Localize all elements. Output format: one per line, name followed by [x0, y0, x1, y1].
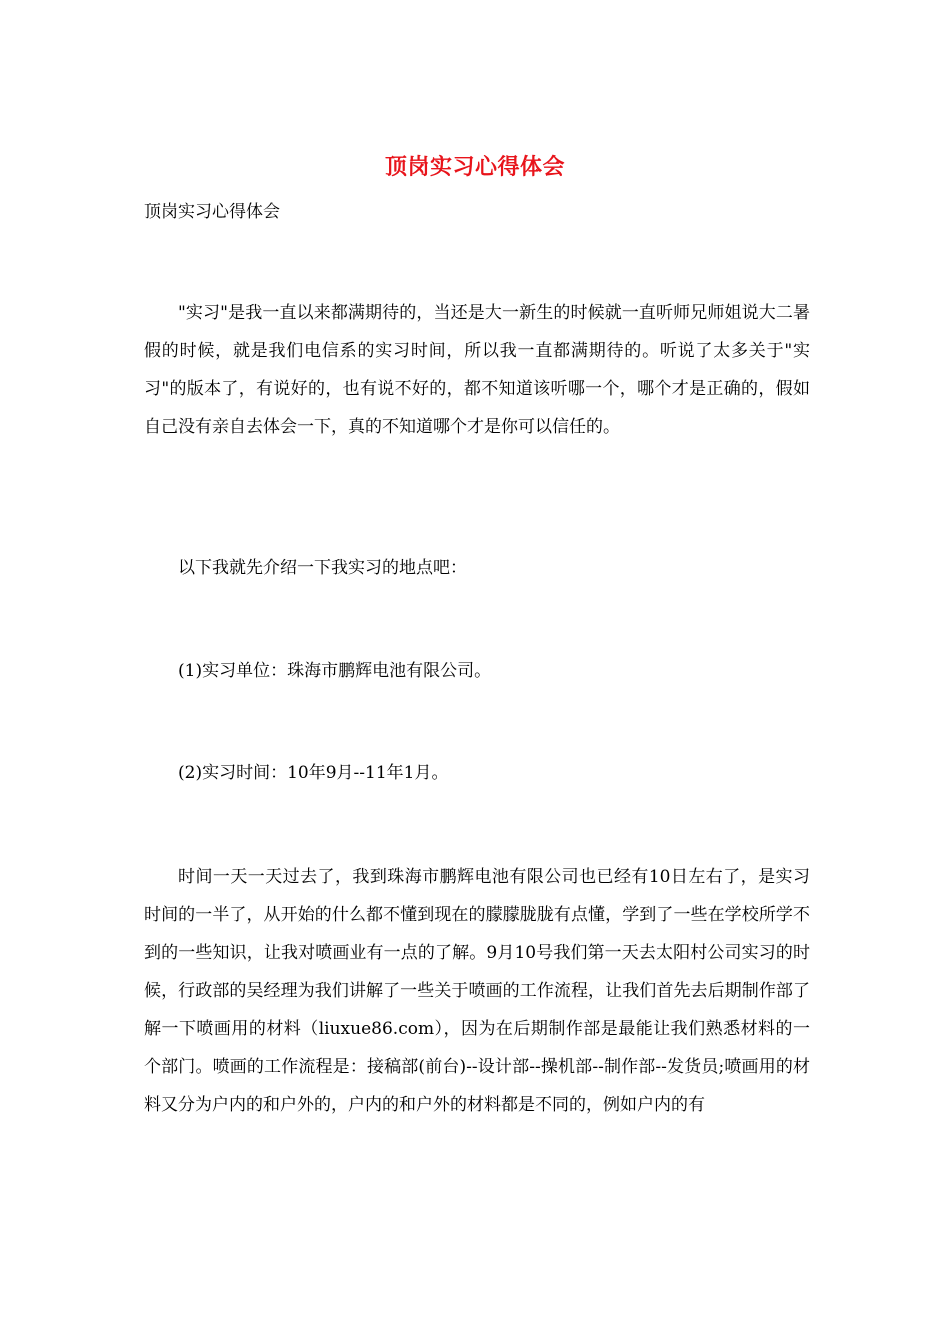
document-subtitle: 顶岗实习心得体会 [144, 202, 280, 222]
document-title: 顶岗实习心得体会 [384, 154, 565, 180]
paragraph-internship-time: (2)实习时间：10年9月--11年1月。 [178, 763, 449, 783]
paragraph-intro: "实习"是我一直以来都满期待的，当还是大一新生的时候就一直听师兄师姐说大二暑假的时候，就是我们电信系的实习时间，所以我一直都满期待的。听说了太多关于"实习"的版本了，有说好的，也有说不好的，都不知道该听哪一个，哪个才是正确的，假如自己没有亲自去体会一下，真的不知道哪个才是你可以信任的。 [144, 303, 810, 437]
paragraph-location-intro: 以下我就先介绍一下我实习的地点吧： [178, 558, 467, 578]
paragraph-internship-unit: (1)实习单位：珠海市鹏辉电池有限公司。 [178, 661, 492, 681]
paragraph-experience: 时间一天一天过去了，我到珠海市鹏辉电池有限公司也已经有10日左右了，是实习时间的一半了，从开始的什么都不懂到现在的朦朦胧胧有点懂，学到了一些在学校所学不到的一些知识，让我对喷画业有一点的了解。9月10号我们第一天去太阳村公司实习的时候，行政部的吴经理为我们讲解了一些关于喷画的工作流程，让我们首先去后期制作部了解一下喷画用的材料（liuxue86.com），因为在后期制作部是最能让我们熟悉材料的一个部门。喷画的工作流程是：接稿部(前台)--设计部--操机部--制作部--发货员;喷画用的材料又分为户内的和户外的，户内的和户外的材料都是不同的，例如户内的有 [144, 867, 810, 1115]
